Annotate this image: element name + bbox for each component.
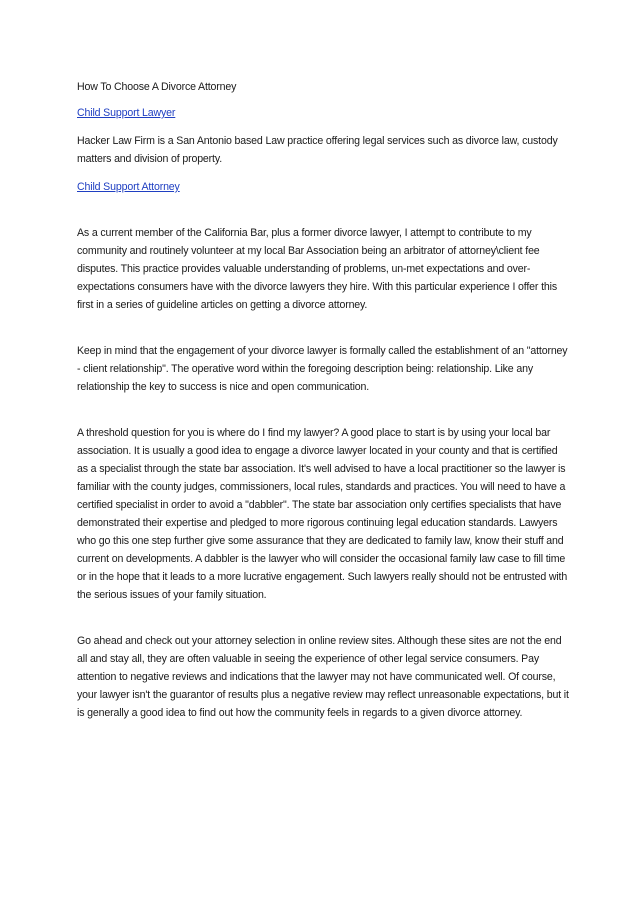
intro-paragraph: Hacker Law Firm is a San Antonio based Law practice offering legal services such as divorce law, custody matters and division of property. <box>77 135 558 165</box>
child-support-attorney-link[interactable]: Child Support Attorney <box>77 181 180 193</box>
paragraph-attorney-client-relationship: Keep in mind that the engagement of your divorce lawyer is formally called the establishment of an "attorney - client relationship". The operative word within the foregoing description being: relationship. Like any relationship the key to success is nice and open communication. <box>77 345 568 393</box>
paragraph-online-reviews: Go ahead and check out your attorney selection in online review sites. Although these sites are not the end all and stay all, they are often valuable in seeing the experience of other legal service consumers. Pay attention to negative reviews and indications that the lawyer may not have communicated well. Of course, your lawyer isn't the guarantor of results plus a negative review may reflect unreasonable expectations, but it is generally a good idea to find out how the community feels in regards to a given divorce attorney. <box>77 635 569 719</box>
paragraph-california-bar: As a current member of the California Bar, plus a former divorce lawyer, I attempt to contribute to my community and routinely volunteer at my local Bar Association being an arbitrator of attorney\client fee disputes. This practice provides valuable understanding of problems, un-met expectations and over-expectations consumers have with the divorce lawyers they hire. With this particular experience I offer this first in a series of guideline articles on getting a divorce attorney. <box>77 227 557 311</box>
paragraph-find-lawyer: A threshold question for you is where do I find my lawyer? A good place to start is by using your local bar association. It is usually a good idea to engage a divorce lawyer located in your county and that is certified as a specialist through the state bar association. It's well advised to have a local practitioner so the lawyer is familiar with the county judges, commissioners, local rules, standards and practices. You will need to have a certified specialist in order to avoid a "dabbler". The state bar association only certifies specialists that have demonstrated their expertise and pledged to more rigorous continuing legal education standards. Lawyers who go this one step further give some assurance that they are dedicated to family law, know their stuff and current on developments. A dabbler is the lawyer who will consider the occasional family law case to fill time or in the hope that it leads to a more lucrative engagement. Such lawyers really should not be entrusted with the serious issues of your family situation. <box>77 427 568 601</box>
document-title: How To Choose A Divorce Attorney <box>77 81 237 93</box>
child-support-lawyer-link[interactable]: Child Support Lawyer <box>77 107 176 119</box>
document-page <box>77 78 569 732</box>
